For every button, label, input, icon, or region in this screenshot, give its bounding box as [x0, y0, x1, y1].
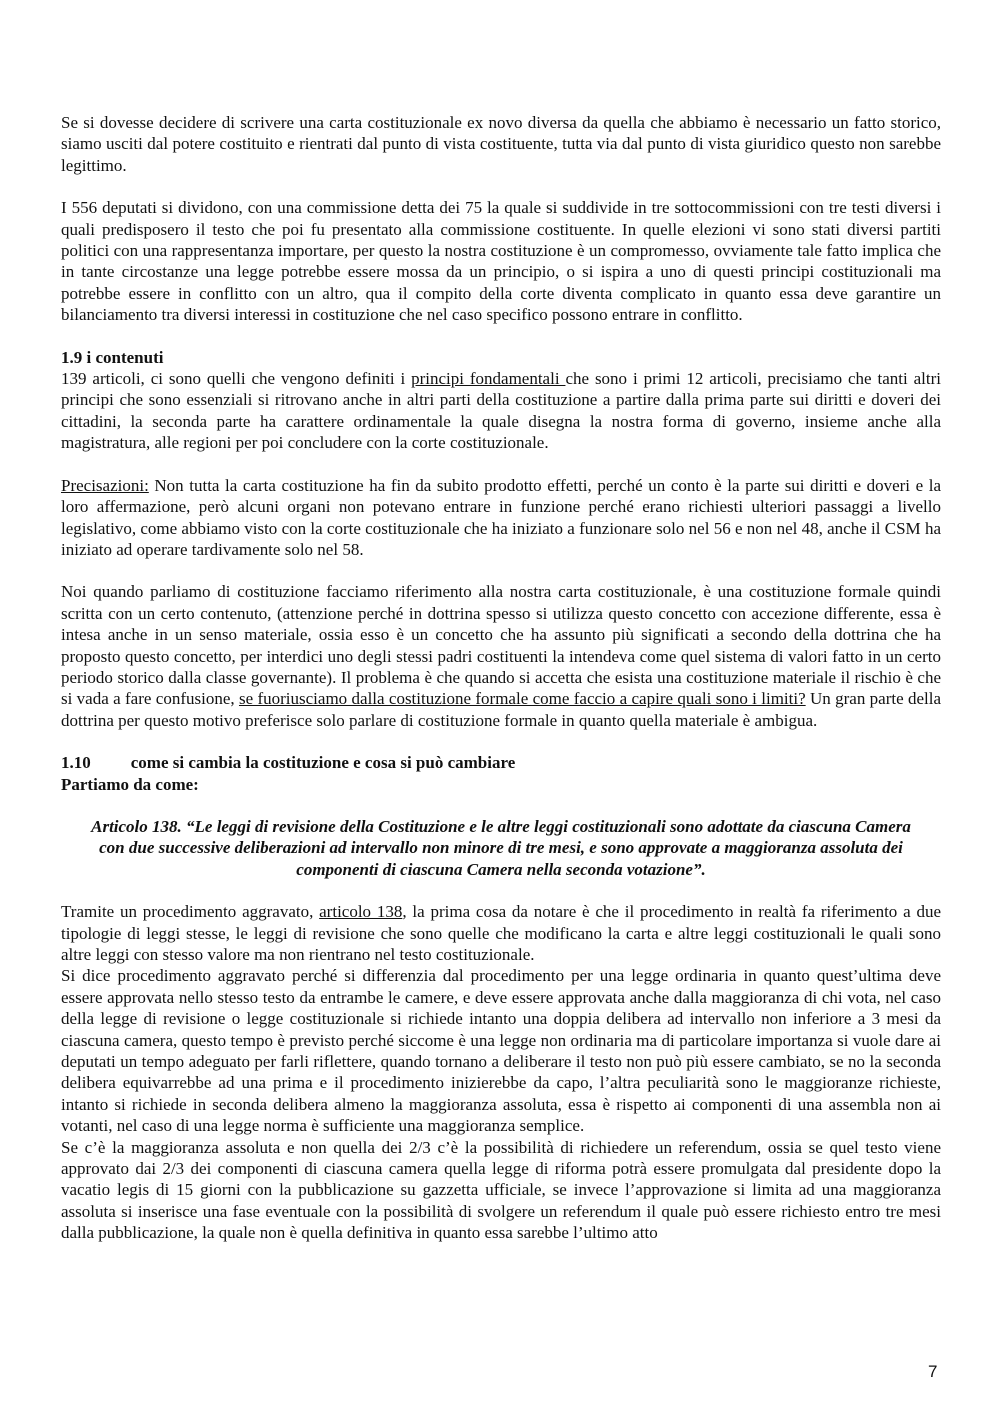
paragraph-referendum: Se c’è la maggioranza assoluta e non quella dei 2/3 c’è la possibilità di richiedere un referendum, ossia se quel testo viene approvato dai 2/3 dei componenti di ciascuna camera quella legge di riforma potrà essere promulgata dal presidente dopo la vacatio legis di 15 giorni con la pubblicazione su gazzetta ufficiale, se invece l’approvazione si limita ad una maggioranza assoluta si inserisce una fase eventuale con la possibilità di svolgere un referendum il quale può essere richiesto entro tre mesi dalla pubblicazione, la quale non è quella definitiva in quanto essa sarebbe l’ultimo atto: [61, 1137, 941, 1243]
paragraph-contenuti: [61, 368, 941, 454]
paragraph-spacer: [61, 880, 941, 901]
precisazioni-label: Precisazioni:: [61, 475, 149, 495]
section-subtitle: Partiamo da come:: [61, 774, 199, 794]
document-body: [61, 112, 941, 1244]
limiti-question: se fuoriusciamo dalla costituzione formale come faccio a capire quali sono i limiti?: [238, 689, 806, 709]
procedimento-text-start: Tramite un procedimento aggravato,: [61, 902, 320, 922]
paragraph-spacer: [61, 731, 941, 752]
precisazioni-text: Non tutta la carta costituzione ha fin da subito prodotto effetti, perché un conto è la parte sui diritti e doveri e la loro affermazione, però alcuni organi non potevano entrare in funzione perché erano richiesti ulteriori passaggi a livello legislativo, come abbiamo visto con la corte costituzionale che ha iniziato a funzionare solo nel 56 e non nel 48, anche il CSM ha iniziato ad operare tardivamente solo nel 58.: [61, 475, 941, 559]
page-number: 7: [928, 1362, 938, 1381]
procedimento-text-end: , la prima cosa da notare è che il procedimento in realtà fa riferimento a due tipologie di leggi stesse, le leggi di revisione che sono quelle che modificano la carta e altre leggi costituzionali le quali sono altre leggi con stesso valore ma non rientrano nel testo costituzionale.: [61, 902, 941, 964]
paragraph-nuova-costituzione: Se si dovesse decidere di scrivere una carta costituzionale ex novo diversa da quella che abbiamo è necessario un fatto storico, siamo usciti dal potere costituito e rientrati dal punto di vista costituente, tutta via dal punto di vista giuridico questo non sarebbe legittimo.: [61, 113, 941, 175]
paragraph-differenza-legge-ordinaria: Si dice procedimento aggravato perché si differenzia dal procedimento per una legge ordinaria in quanto quest’ultima deve essere approvata nello stesso testo da entrambe le camere, e deve essere approvata anche dalla maggioranza di chi vota, nel caso della legge di revisione o legge costituzionale si richiede intanto una doppia delibera ad intervallo non inferiore a 3 mesi da ciascuna camera, questo tempo è previsto perché siccome è una legge non ordinaria ma di particolare importanza si vuole dare ai deputati un tempo adeguato per farli riflettere, quando tornano a deliberare il testo non può più essere cambiato, se no la seconda delibera equivarrebbe ad una prima e il procedimento inizierebbe da capo, l’altra peculiarità sono le maggioranze richieste, intanto si richiede in seconda delibera almeno la maggioranza assoluta, essa è rispetto ai componenti di una assembla non ai votanti, nel caso di una legge norma è sufficiente una maggioranza semplice.: [61, 966, 941, 1136]
paragraph-spacer: [61, 454, 941, 475]
paragraph-costituzione-formale: [61, 581, 941, 731]
principi-fondamentali-link: principi fondamentali: [411, 369, 566, 389]
articolo-138-link: articolo 138: [319, 902, 403, 922]
contenuti-text-start: 139 articoli, ci sono quelli che vengono definiti i: [61, 369, 412, 389]
articolo-138-quote: Articolo 138. “Le leggi di revisione della Costituzione e le altre leggi costituzionali sono adottate da ciascuna Camera con due successive deliberazioni ad intervallo non minore di tre mesi, e sono approvate a maggioranza assoluta dei componenti di ciascuna Camera nella seconda votazione”.: [91, 816, 911, 879]
paragraph-spacer: [61, 176, 941, 197]
paragraph-procedimento-aggravato: [61, 901, 941, 965]
paragraph-deputati: I 556 deputati si dividono, con una commissione detta dei 75 la quale si suddivide in tre sottocommissioni con tre testi diversi i quali predisposero il testo che poi fu presentato alla commissione costituente. In quelle elezioni vi sono stati diversi partiti politici con una rappresentanza importare, per questo la nostra costituzione è un compromesso, ovviamente tale fatto implica che in tante circostanze una legge potrebbe essere mossa da un principio, o si ispira a uno di questi principi costituzionali ma potrebbe essere in conflitto con un altro, qua il compito della corte diventa complicato in quanto essa deve garantire un bilanciamento tra diversi interessi in costituzione che nel caso specifico possono entrare in conflitto.: [61, 198, 941, 325]
paragraph-spacer: [61, 795, 941, 816]
section-title: come si cambia la costituzione e cosa si può cambiare: [130, 753, 516, 773]
costituzione-formale-text-end: Un gran parte della dottrina per questo motivo preferisce solo parlare di costituzione formale in quanto quella materiale è ambigua.: [61, 689, 942, 730]
paragraph-precisazioni: [61, 475, 941, 561]
paragraph-spacer: [61, 560, 941, 581]
costituzione-formale-text-start: Noi quando parliamo di costituzione facciamo riferimento alla nostra carta costituzionale, è una costituzione formale quindi scritta con un certo contenuto, (attenzione perché in dottrina spesso si utilizza questo concetto con accezione differente, essa è intesa anche in un senso materiale, ossia esso è un concetto che ha assunto più significati a secondo della dottrina che ha proposto questo concetto, per interdici uno degli stessi padri costituenti la intendeva come quel sistema di valori fatto in un certo periodo storico dalla classe governante). Il problema è che quando si accetta che esista una costituzione materiale il rischio è che si vada a fare confusione,: [61, 582, 941, 709]
paragraph-spacer: [61, 326, 941, 347]
section-heading-1-9: 1.9 i contenuti: [61, 347, 164, 367]
contenuti-text-end: che sono i primi 12 articoli, precisiamo che tanti altri principi che sono essenziali si ritrovano anche in altri parti della costituzione a partire dalla prima parte sui diritti e doveri dei cittadini, la seconda parte ha carattere ordinamentale la quale disegna la nostra forma di governo, insieme anche alla magistratura, alle regioni per poi concludere con la corte costituzionale.: [61, 369, 941, 453]
section-heading-1-10: [61, 752, 941, 773]
section-number: 1.10: [61, 753, 91, 773]
